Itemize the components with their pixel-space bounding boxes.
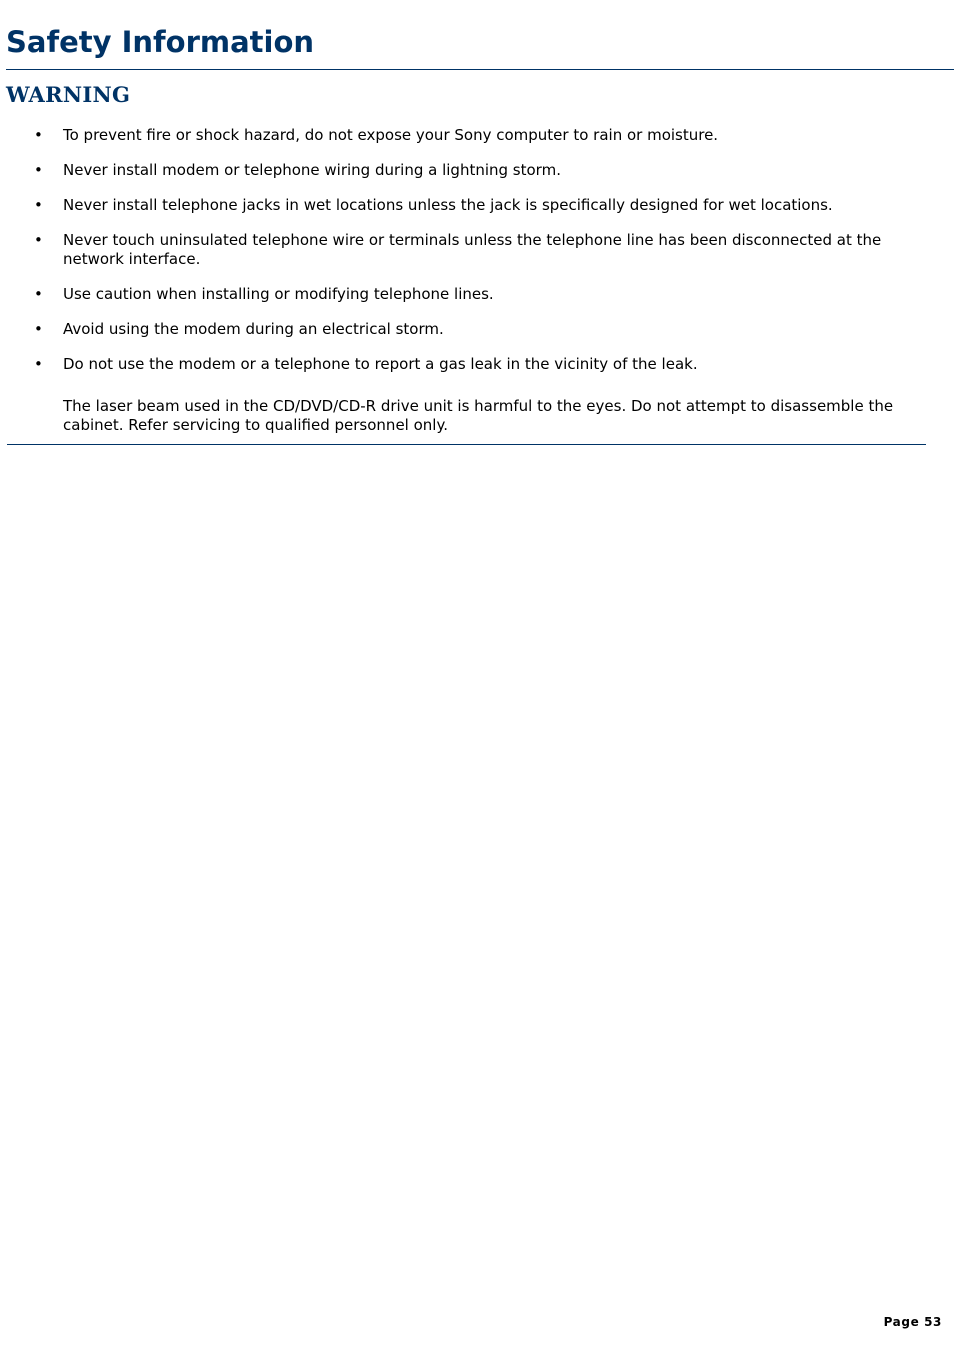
page-number: Page 53 [883,1315,942,1329]
warning-text: To prevent fire or shock hazard, do not expose your Sony computer to rain or moisture. [63,126,719,144]
warning-item [0,161,954,180]
warning-text: Do not use the modem or a telephone to report a gas leak in the vicinity of the leak. [63,355,698,373]
warning-text: Never touch uninsulated telephone wire or terminals unless the telephone line has been disconnected at the network interface. [63,231,882,268]
bullet-icon: • [34,161,43,179]
laser-warning-note: The laser beam used in the CD/DVD/CD-R drive unit is harmful to the eyes. Do not attempt to disassemble the cabinet. Refer servicing to qualified personnel only. [63,397,894,434]
warning-item [0,285,954,304]
bullet-icon: • [34,231,43,249]
page-title: Safety Information [6,25,315,59]
warning-text: Avoid using the modem during an electrical storm. [63,320,444,338]
warning-item [0,355,954,374]
bullet-icon: • [34,126,43,144]
warning-item [0,231,954,269]
warning-list [0,126,954,390]
warning-text: Use caution when installing or modifying telephone lines. [63,285,494,303]
warning-item [0,196,954,215]
title-divider [6,69,954,70]
warning-text: Never install modem or telephone wiring during a lightning storm. [63,161,561,179]
bullet-icon: • [34,355,43,373]
warning-text: Never install telephone jacks in wet locations unless the jack is specifically designed for wet locations. [63,196,833,214]
bottom-divider [7,444,926,445]
warning-heading: WARNING [6,82,131,107]
bullet-icon: • [34,285,43,303]
bullet-icon: • [34,196,43,214]
bullet-icon: • [34,320,43,338]
warning-item [0,320,954,339]
warning-item [0,126,954,145]
